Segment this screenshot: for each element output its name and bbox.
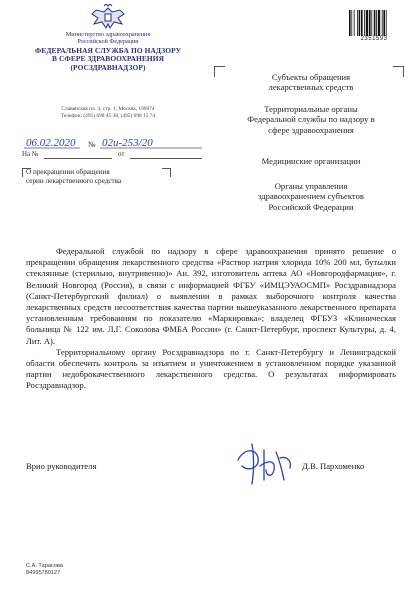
executor-phone: 84995780127 <box>26 569 61 576</box>
barcode-bar <box>361 10 363 36</box>
recipient-line: Федеральной службы по надзору в <box>247 114 375 125</box>
barcode-number: 2351593 <box>360 36 388 42</box>
executor-info <box>26 563 63 577</box>
registration-number-sign: № <box>88 140 96 149</box>
subject-corner-left <box>22 168 31 177</box>
barcode-bar <box>374 10 376 36</box>
subject-line: серии лекарственного средства <box>26 177 122 185</box>
barcode-bar <box>378 10 380 36</box>
address-line: Славянская пл. 4, стр. 1, Москва, 109074 <box>61 106 155 112</box>
reference-number-label: На № <box>22 150 39 158</box>
barcode-bar <box>376 10 377 36</box>
ministry-line: Российской Федерации <box>77 38 139 46</box>
recipient-group-2 <box>222 104 400 135</box>
recipient-group-1 <box>222 72 400 93</box>
executor-name: С.А. Тарасова <box>26 563 63 569</box>
barcode-bar <box>357 10 358 36</box>
barcode-bar <box>349 10 351 36</box>
barcode-bar <box>364 10 365 36</box>
recipient-group-4 <box>222 181 400 212</box>
recipient-line: Российской Федерации <box>268 201 354 212</box>
recipient-line: лекарственных средств <box>268 82 354 93</box>
ministry-line: Министерство здравоохранения <box>65 31 151 38</box>
barcode-image <box>348 10 400 38</box>
barcode-bar <box>386 10 387 36</box>
recipient-line: Субъекты обращения <box>271 72 351 82</box>
address-line: Телефон: (495) 698 45 38, (495) 698 15 74 <box>60 112 156 119</box>
barcode-bar <box>369 10 371 36</box>
coat-of-arms-emblem-icon <box>80 4 136 32</box>
barcode-bar <box>359 10 361 36</box>
signatory-name: Д.В. Пархоменко <box>302 461 365 471</box>
barcode-bar <box>354 10 355 36</box>
reference-date-rule <box>130 158 202 159</box>
registration-number: 02и-253/20 <box>102 137 153 149</box>
body-paragraph-2: Территориальному органу Росздравнадзора по г. Санкт-Петербургу и Ленинградской области обеспечить контроль за изъятием и уничтожением в установленном порядке указанной партии недоброкачественного лекарственного средства. О результатах информировать Росздравнадзор. <box>26 346 396 391</box>
agency-line: В СФЕРЕ ЗДРАВООХРАНЕНИЯ <box>51 54 165 64</box>
barcode-bar <box>371 10 372 36</box>
agency-address <box>20 106 196 119</box>
letter-subject <box>22 168 186 186</box>
agency-line: (РОСЗДРАВНАДЗОР) <box>70 62 146 72</box>
reference-date-label: от <box>118 150 125 158</box>
body-paragraph-1: Федеральной службой по надзору в сфере здравоохранения принято решение о прекращении обращения лекарственного средства «Раствор натрия хлорида 10% 200 мл, бутылки стеклянные (стерильно, внутривенно)» Ан. 392, изготовитель аптека АО «Новгородфармация», г. Великий Новгород (Россия), в связи с информацией ФГБУ «ИМЦЭУАОСМП» Росздравнадзора (Санкт-Петербургский филиал) о выявлении в рамках выборочного контроля качества лекарственных средств несоответствия качества партии вышеуказанного лекарственного препарата установленным требованиям по показателю «Маркировка»; владелец ФГБУЗ «Клиническая больница № 122 им. Л.Г. Соколова ФМБА России» (г. Санкт-Петербург, проспект Культуры, д. 4, Лит. А). <box>26 246 396 346</box>
ministry-name <box>20 31 196 46</box>
recipient-line: Территориальные органы <box>264 104 358 114</box>
reference-line <box>22 150 212 162</box>
recipient-group-3 <box>222 156 400 166</box>
barcode-bar <box>366 10 368 36</box>
recipient-line: Медицинские организации <box>261 156 361 166</box>
recipient-line: сфере здравоохранения <box>268 124 354 135</box>
barcode-bar <box>351 10 352 36</box>
handwritten-signature <box>230 440 300 488</box>
signatory-title: Врио руководителя <box>26 461 97 471</box>
barcode-bar <box>383 10 385 36</box>
agency-line: ФЕДЕРАЛЬНАЯ СЛУЖБА ПО НАДЗОРУ <box>34 46 182 55</box>
registration-date: 06.02.2020 <box>26 137 76 149</box>
barcode-bar <box>382 10 383 36</box>
reference-number-rule <box>44 158 112 159</box>
recipient-line: здравоохранением субъектов <box>258 191 364 202</box>
agency-name <box>20 47 196 72</box>
letter-body <box>26 246 396 392</box>
subject-line: О прекращении обращения <box>26 168 110 176</box>
recipient-line: Органы управления <box>274 181 348 191</box>
subject-corner-right <box>162 168 171 177</box>
